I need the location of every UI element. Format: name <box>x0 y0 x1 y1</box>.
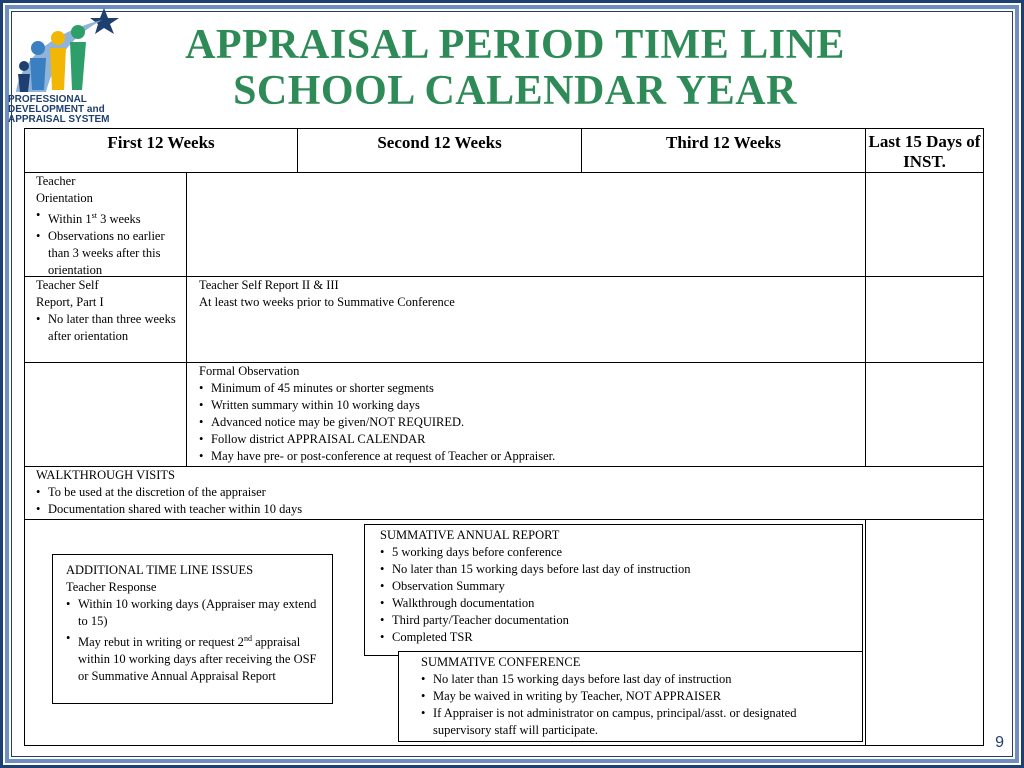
walkthrough-bullet: • Documentation shared with teacher within 10 days <box>36 501 836 518</box>
self-report-2-3-title: Teacher Self Report II & III <box>199 278 339 292</box>
summative-report-heading: SUMMATIVE ANNUAL REPORT <box>380 528 560 542</box>
summative-conference-box <box>398 651 863 742</box>
header-first-12-weeks: First 12 Weeks <box>107 133 215 152</box>
summative-report-bullet: • Observation Summary <box>380 578 854 595</box>
self-report-2-3-cell <box>199 277 859 311</box>
additional-bullet: • May rebut in writing or request 2nd appraisal within 10 working days after receiving the OSF or Summative Annual Appraisal Report <box>66 630 322 685</box>
logo-text: PROFESSIONAL DEVELOPMENT and APPRAISAL SYSTEM <box>8 94 110 125</box>
orientation-bullet: • Observations no earlier than 3 weeks after this orientation <box>36 228 181 279</box>
walkthrough-bullet: • To be used at the discretion of the appraiser <box>36 484 836 501</box>
additional-bullet: • Within 10 working days (Appraiser may extend to 15) <box>66 596 322 630</box>
page-title <box>130 22 900 114</box>
formal-observation-cell <box>199 363 859 465</box>
self-report-2-3-note: At least two weeks prior to Summative Conference <box>199 295 455 309</box>
summative-conference-bullet: • No later than 15 working days before last day of instruction <box>421 671 854 688</box>
title-line-2: SCHOOL CALENDAR YEAR <box>233 68 797 114</box>
header-second-12-weeks: Second 12 Weeks <box>377 133 502 152</box>
formal-observation-bullet: • Minimum of 45 minutes or shorter segments <box>199 380 859 397</box>
teacher-orientation-cell <box>36 173 181 279</box>
self-report-line-1: Teacher Self <box>36 278 99 292</box>
header-last-15-days: Last 15 Days of INST. <box>868 132 981 171</box>
summative-conference-heading: SUMMATIVE CONFERENCE <box>421 655 581 669</box>
summative-conference-bullet: • May be waived in writing by Teacher, NOT APPRAISER <box>421 688 854 705</box>
summative-report-bullet: • 5 working days before conference <box>380 544 854 561</box>
summative-annual-report-box <box>364 524 863 656</box>
self-report-part1-cell <box>36 277 176 345</box>
formal-observation-heading: Formal Observation <box>199 364 300 378</box>
page-number: 9 <box>995 734 1004 751</box>
self-report-line-2: Report, Part I <box>36 295 104 309</box>
summative-report-bullet: • Third party/Teacher documentation <box>380 612 854 629</box>
col-divider <box>186 172 187 466</box>
header-third-12-weeks: Third 12 Weeks <box>666 133 781 152</box>
title-line-1: APPRAISAL PERIOD TIME LINE <box>185 22 845 68</box>
formal-observation-bullet: • Follow district APPRAISAL CALENDAR <box>199 431 859 448</box>
summative-conference-bullet: • If Appraiser is not administrator on campus, principal/asst. or designated supervisory staff will participate. <box>421 705 854 739</box>
orientation-line-2: Orientation <box>36 191 93 205</box>
formal-observation-bullet: • May have pre- or post-conference at request of Teacher or Appraiser. <box>199 448 859 465</box>
orientation-bullet: • Within 1st 3 weeks <box>36 207 181 228</box>
additional-heading: ADDITIONAL TIME LINE ISSUES <box>66 563 254 577</box>
additional-subheading: Teacher Response <box>66 580 157 594</box>
self-report-bullet: • No later than three weeks after orientation <box>36 311 176 345</box>
walkthrough-heading: WALKTHROUGH VISITS <box>36 468 176 482</box>
walkthrough-visits-cell <box>36 467 836 518</box>
summative-report-bullet: • Completed TSR <box>380 629 854 646</box>
orientation-line-1: Teacher <box>36 174 76 188</box>
additional-time-line-box <box>52 554 333 704</box>
col-divider <box>865 129 866 466</box>
summative-report-bullet: • Walkthrough documentation <box>380 595 854 612</box>
summative-report-bullet: • No later than 15 working days before last day of instruction <box>380 561 854 578</box>
formal-observation-bullet: • Advanced notice may be given/NOT REQUIRED. <box>199 414 859 431</box>
col-divider <box>865 519 866 745</box>
row-divider <box>25 519 983 520</box>
formal-observation-bullet: • Written summary within 10 working days <box>199 397 859 414</box>
